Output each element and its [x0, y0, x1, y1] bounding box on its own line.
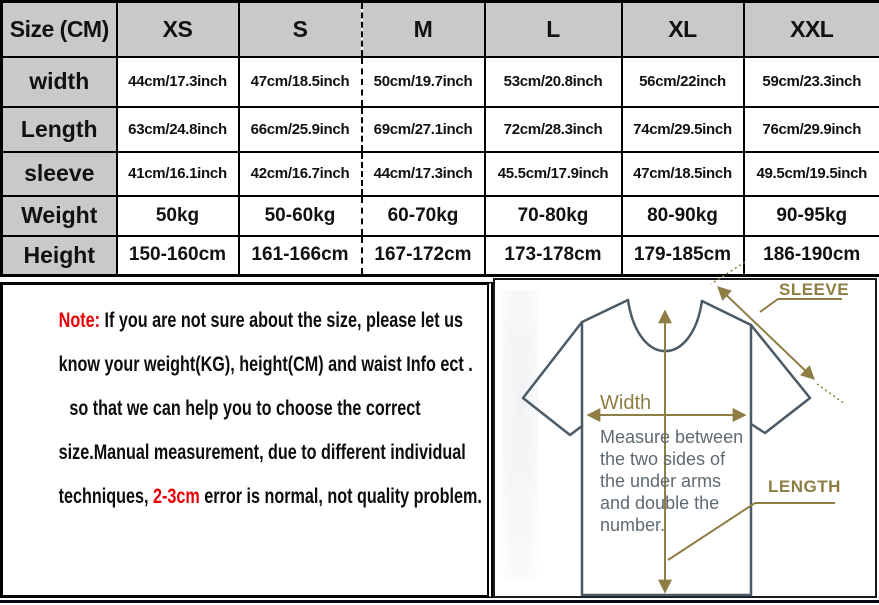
note-line	[59, 387, 432, 431]
size-cell: 47cm/18.5inch	[622, 152, 744, 196]
sleeve-label: SLEEVE	[779, 280, 850, 299]
note-line	[58, 475, 482, 519]
size-cell: 47cm/18.5inch	[239, 57, 362, 107]
bottom-border-bar	[0, 600, 879, 603]
size-cell: 66cm/25.9inch	[239, 107, 362, 152]
table-row	[2, 57, 879, 107]
table-row	[2, 196, 879, 236]
size-column-header: M	[362, 2, 485, 57]
size-cell: 76cm/29.9inch	[744, 107, 879, 152]
size-cell: 70-80kg	[485, 196, 622, 236]
size-cell: 44cm/17.3inch	[362, 152, 485, 196]
width-label: Width	[600, 392, 652, 414]
table-row	[2, 152, 879, 196]
tshirt-outline	[523, 300, 810, 595]
size-cell: 74cm/29.5inch	[622, 107, 744, 152]
note-highlight: Note:	[58, 309, 100, 332]
size-column-header: L	[485, 2, 622, 57]
size-cell: 179-185cm	[622, 236, 744, 276]
sleeve-label-leader	[760, 299, 842, 312]
svg-text:and double the: and double the	[600, 493, 720, 513]
size-cell: 44cm/17.3inch	[117, 57, 239, 107]
size-column-header: XXL	[744, 2, 879, 57]
row-label: Height	[2, 236, 117, 276]
note-text: If you are not sure about the size, please let us	[99, 309, 464, 332]
note-text: techniques,	[58, 485, 154, 508]
size-cell: 50kg	[117, 196, 239, 236]
size-table-header-row	[2, 2, 879, 57]
size-column-header: S	[239, 2, 362, 57]
table-row	[2, 107, 879, 152]
sleeve-guide-dotted-top	[711, 262, 745, 284]
size-cell: 59cm/23.3inch	[744, 57, 879, 107]
size-cell: 80-90kg	[622, 196, 744, 236]
sleeve-guide-dotted-bottom	[817, 384, 845, 404]
note-text: error is normal, not quality problem.	[199, 485, 482, 508]
row-label: Weight	[2, 196, 117, 236]
size-cell: 45.5cm/17.9inch	[485, 152, 622, 196]
svg-text:number.: number.	[600, 515, 666, 535]
size-column-header: XS	[117, 2, 239, 57]
note-box	[0, 282, 493, 598]
length-label: LENGTH	[768, 477, 841, 496]
size-cell: 56cm/22inch	[622, 57, 744, 107]
size-cell: 161-166cm	[239, 236, 362, 276]
size-cell: 72cm/28.3inch	[485, 107, 622, 152]
row-label: Length	[2, 107, 117, 152]
size-cell: 53cm/20.8inch	[485, 57, 622, 107]
size-cell: 50-60kg	[239, 196, 362, 236]
size-cell: 50cm/19.7inch	[362, 57, 485, 107]
size-table	[0, 0, 879, 277]
sleeve-arrow	[719, 288, 813, 378]
size-cell: 42cm/16.7inch	[239, 152, 362, 196]
size-cell: 167-172cm	[362, 236, 485, 276]
size-cell: 90-95kg	[744, 196, 879, 236]
size-cell: 173-178cm	[485, 236, 622, 276]
svg-text:the under arms: the under arms	[600, 471, 722, 491]
note-text: size.Manual measurement, due to different individual	[58, 441, 466, 464]
note-line	[58, 431, 466, 475]
svg-text:the two sides of: the two sides of	[600, 449, 726, 469]
shirt-diagram-box	[493, 278, 877, 598]
size-cell: 49.5cm/19.5inch	[744, 152, 879, 196]
note-text: so that we can help you to choose the correct	[69, 397, 421, 420]
note-line	[58, 299, 464, 343]
note-highlight: 2-3cm	[153, 485, 200, 508]
row-label: sleeve	[2, 152, 117, 196]
size-cell: 150-160cm	[117, 236, 239, 276]
size-cell: 41cm/16.1inch	[117, 152, 239, 196]
size-cell: 69cm/27.1inch	[362, 107, 485, 152]
size-cell: 186-190cm	[744, 236, 879, 276]
size-column-header: XL	[622, 2, 744, 57]
note-text: know your weight(KG), height(CM) and waist Info ect .	[58, 353, 473, 376]
measure-instructions	[600, 427, 743, 535]
svg-text:Measure between: Measure between	[600, 427, 744, 447]
tshirt-measurement-diagram	[493, 258, 877, 600]
table-corner-header: Size (CM)	[2, 2, 117, 57]
note-line	[58, 343, 473, 387]
size-cell: 63cm/24.8inch	[117, 107, 239, 152]
size-cell: 60-70kg	[362, 196, 485, 236]
row-label: width	[2, 57, 117, 107]
